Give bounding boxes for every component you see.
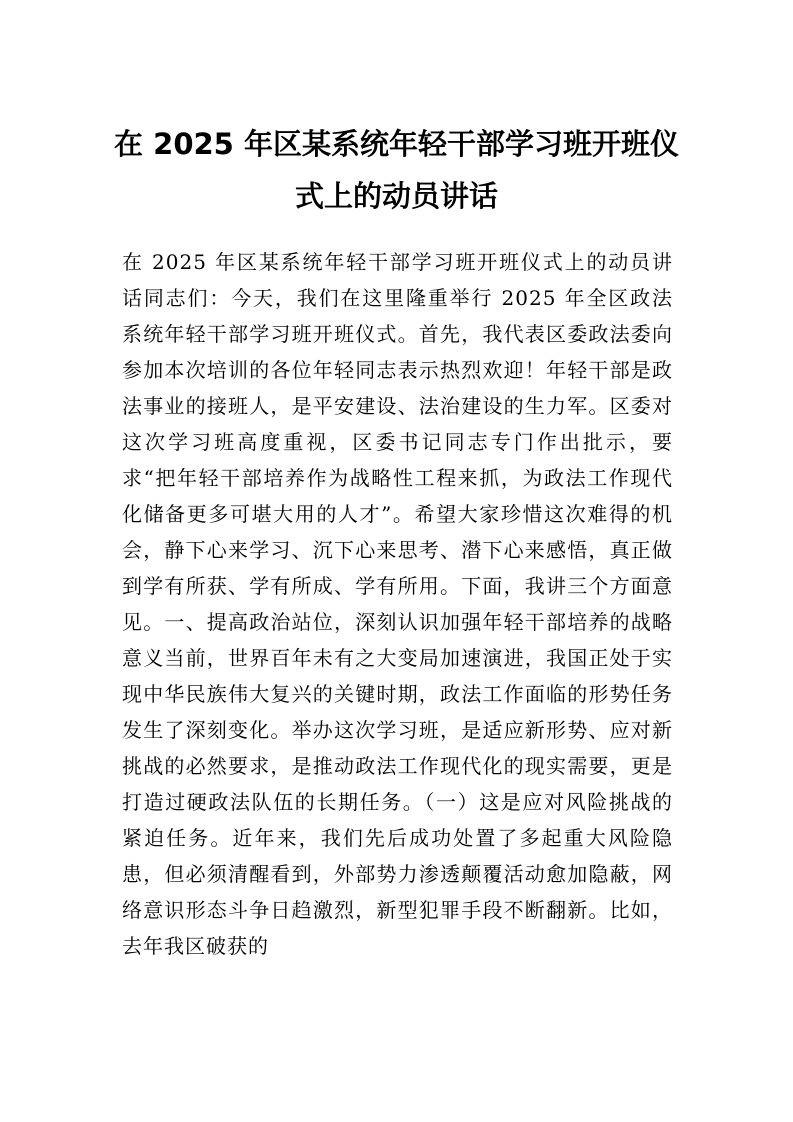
document-body: 在 2025 年区某系统年轻干部学习班开班仪式上的动员讲话同志们：今天，我们在这里隆重举行 2025 年全区政法系统年轻干部学习班开班仪式。首先，我代表区委政法委向参加本次培训的各位年轻同志表示热烈欢迎！年轻干部是政法事业的接班人，是平安建设、法治建设的生力军。区委对这次学习班高度重视，区委书记同志专门作出批示，要求“把年轻干部培养作为战略性工程来抓，为政法工作现代化储备更多可堪大用的人才”。希望大家珍惜这次难得的机会，静下心来学习、沉下心来思考、潜下心来感悟，真正做到学有所获、学有所成、学有所用。下面，我讲三个方面意见。一、提高政治站位，深刻认识加强年轻干部培养的战略意义当前，世界百年未有之大变局加速演进，我国正处于实现中华民族伟大复兴的关键时期，政法工作面临的形势任务发生了深刻变化。举办这次学习班，是适应新形势、应对新挑战的必然要求，是推动政法工作现代化的现实需要，更是打造过硬政法队伍的长期任务。（一）这是应对风险挑战的紧迫任务。近年来，我们先后成功处置了多起重大风险隐患，但必须清醒看到，外部势力渗透颠覆活动愈加隐蔽，网络意识形态斗争日趋激烈，新型犯罪手段不断翻新。比如，去年我区破获的 — [122, 250, 673, 958]
document-title: 在 2025 年区某系统年轻干部学习班开班仪式上的动员讲话 — [114, 127, 679, 213]
